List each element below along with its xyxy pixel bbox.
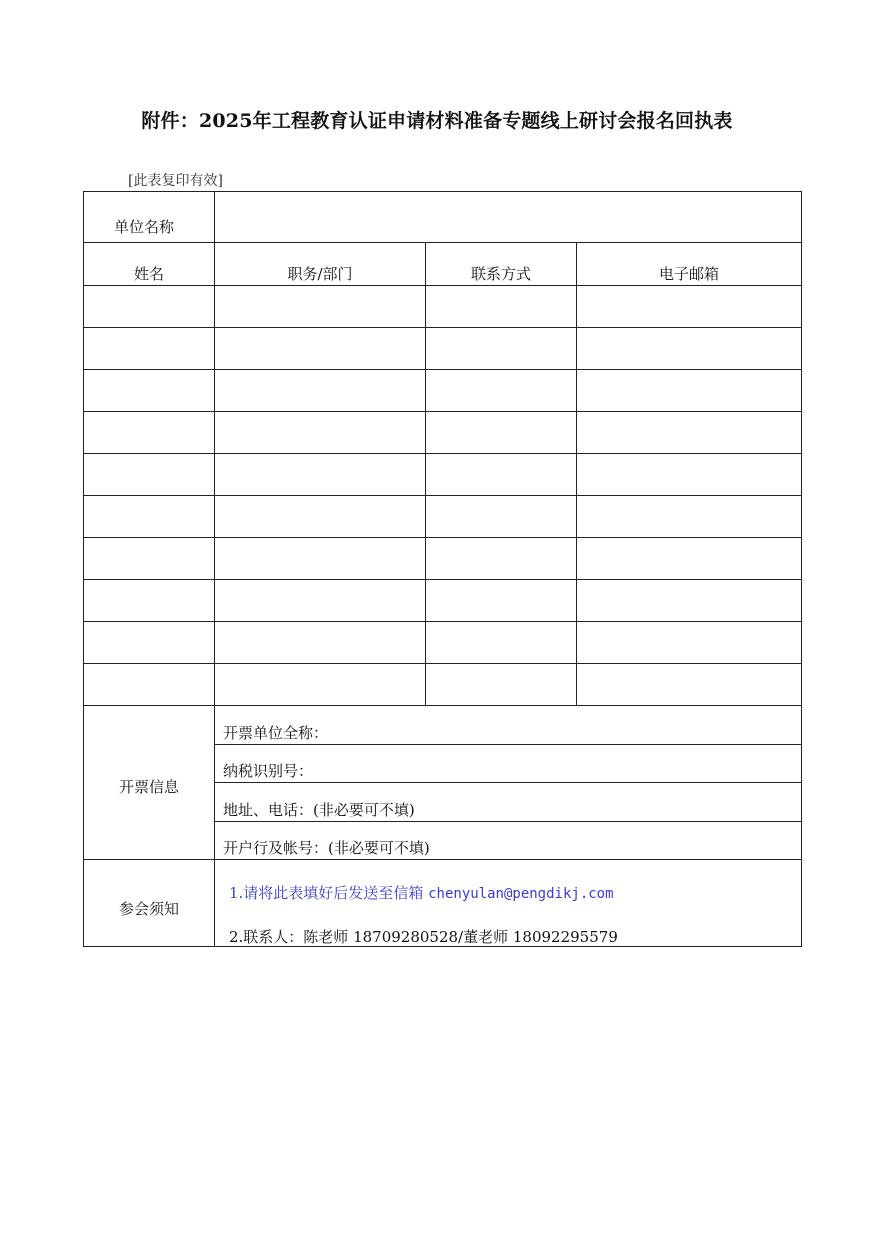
participant-name-cell[interactable] (84, 286, 214, 327)
participant-position-cell[interactable] (215, 664, 425, 705)
participant-contact-cell[interactable] (426, 580, 576, 621)
participant-position-cell[interactable] (215, 454, 425, 495)
invoice-divider (215, 821, 801, 822)
participant-email-cell[interactable] (577, 412, 801, 453)
registration-table (83, 191, 802, 947)
participant-position-cell[interactable] (215, 496, 425, 537)
participant-position-cell[interactable] (215, 622, 425, 663)
participant-email-cell[interactable] (577, 496, 801, 537)
row-divider (84, 242, 801, 243)
notice-line-1 (229, 882, 614, 903)
header-position: 职务/部门 (287, 265, 353, 283)
participant-email-cell[interactable] (577, 286, 801, 327)
participant-email-cell[interactable] (577, 622, 801, 663)
participant-name-cell[interactable] (84, 538, 214, 579)
header-name: 姓名 (133, 265, 164, 283)
participant-email-cell[interactable] (577, 328, 801, 369)
participant-name-cell[interactable] (84, 664, 214, 705)
header-contact: 联系方式 (470, 265, 531, 283)
participant-contact-cell[interactable] (426, 496, 576, 537)
row-divider (84, 705, 801, 706)
participant-name-cell[interactable] (84, 496, 214, 537)
participant-name-cell[interactable] (84, 370, 214, 411)
participant-name-cell[interactable] (84, 412, 214, 453)
participant-name-cell[interactable] (84, 454, 214, 495)
participant-email-cell[interactable] (577, 538, 801, 579)
invoice-divider (215, 782, 801, 783)
participant-contact-cell[interactable] (426, 664, 576, 705)
invoice-divider (215, 744, 801, 745)
participant-position-cell[interactable] (215, 538, 425, 579)
copy-valid-note: [此表复印有效] (128, 173, 223, 189)
participant-email-cell[interactable] (577, 454, 801, 495)
participant-contact-cell[interactable] (426, 412, 576, 453)
document-title: 附件：2025年工程教育认证申请材料准备专题线上研讨会报名回执表 (141, 110, 733, 132)
invoice-taxid-line[interactable]: 纳税识别号： (223, 762, 314, 780)
participant-email-cell[interactable] (577, 580, 801, 621)
notice-line-2: 2.联系人：陈老师 18709280528/董老师 18092295579 (229, 928, 618, 946)
notice-email-link[interactable]: chenyulan@pengdikj.com (428, 886, 614, 902)
participant-contact-cell[interactable] (426, 538, 576, 579)
participant-contact-cell[interactable] (426, 622, 576, 663)
row-divider (84, 859, 801, 860)
org-name-label: 单位名称 (114, 218, 175, 236)
participant-position-cell[interactable] (215, 328, 425, 369)
participant-position-cell[interactable] (215, 286, 425, 327)
participant-position-cell[interactable] (215, 370, 425, 411)
invoice-company-line[interactable]: 开票单位全称： (223, 724, 329, 742)
notice-instruction: 1.请将此表填好后发送至信箱 (229, 884, 424, 902)
participant-email-cell[interactable] (577, 370, 801, 411)
participant-contact-cell[interactable] (426, 328, 576, 369)
invoice-address-line[interactable]: 地址、电话：(非必要可不填) (223, 801, 415, 819)
participant-contact-cell[interactable] (426, 286, 576, 327)
participant-contact-cell[interactable] (426, 454, 576, 495)
org-name-field[interactable] (215, 192, 801, 242)
participant-contact-cell[interactable] (426, 370, 576, 411)
participant-name-cell[interactable] (84, 328, 214, 369)
participant-position-cell[interactable] (215, 580, 425, 621)
participant-email-cell[interactable] (577, 664, 801, 705)
participant-name-cell[interactable] (84, 622, 214, 663)
participant-name-cell[interactable] (84, 580, 214, 621)
header-email: 电子邮箱 (658, 265, 719, 283)
participant-position-cell[interactable] (215, 412, 425, 453)
invoice-bank-line[interactable]: 开户行及帐号：(非必要可不填) (223, 839, 430, 857)
notice-label: 参会须知 (118, 900, 179, 918)
invoice-label: 开票信息 (118, 778, 179, 796)
